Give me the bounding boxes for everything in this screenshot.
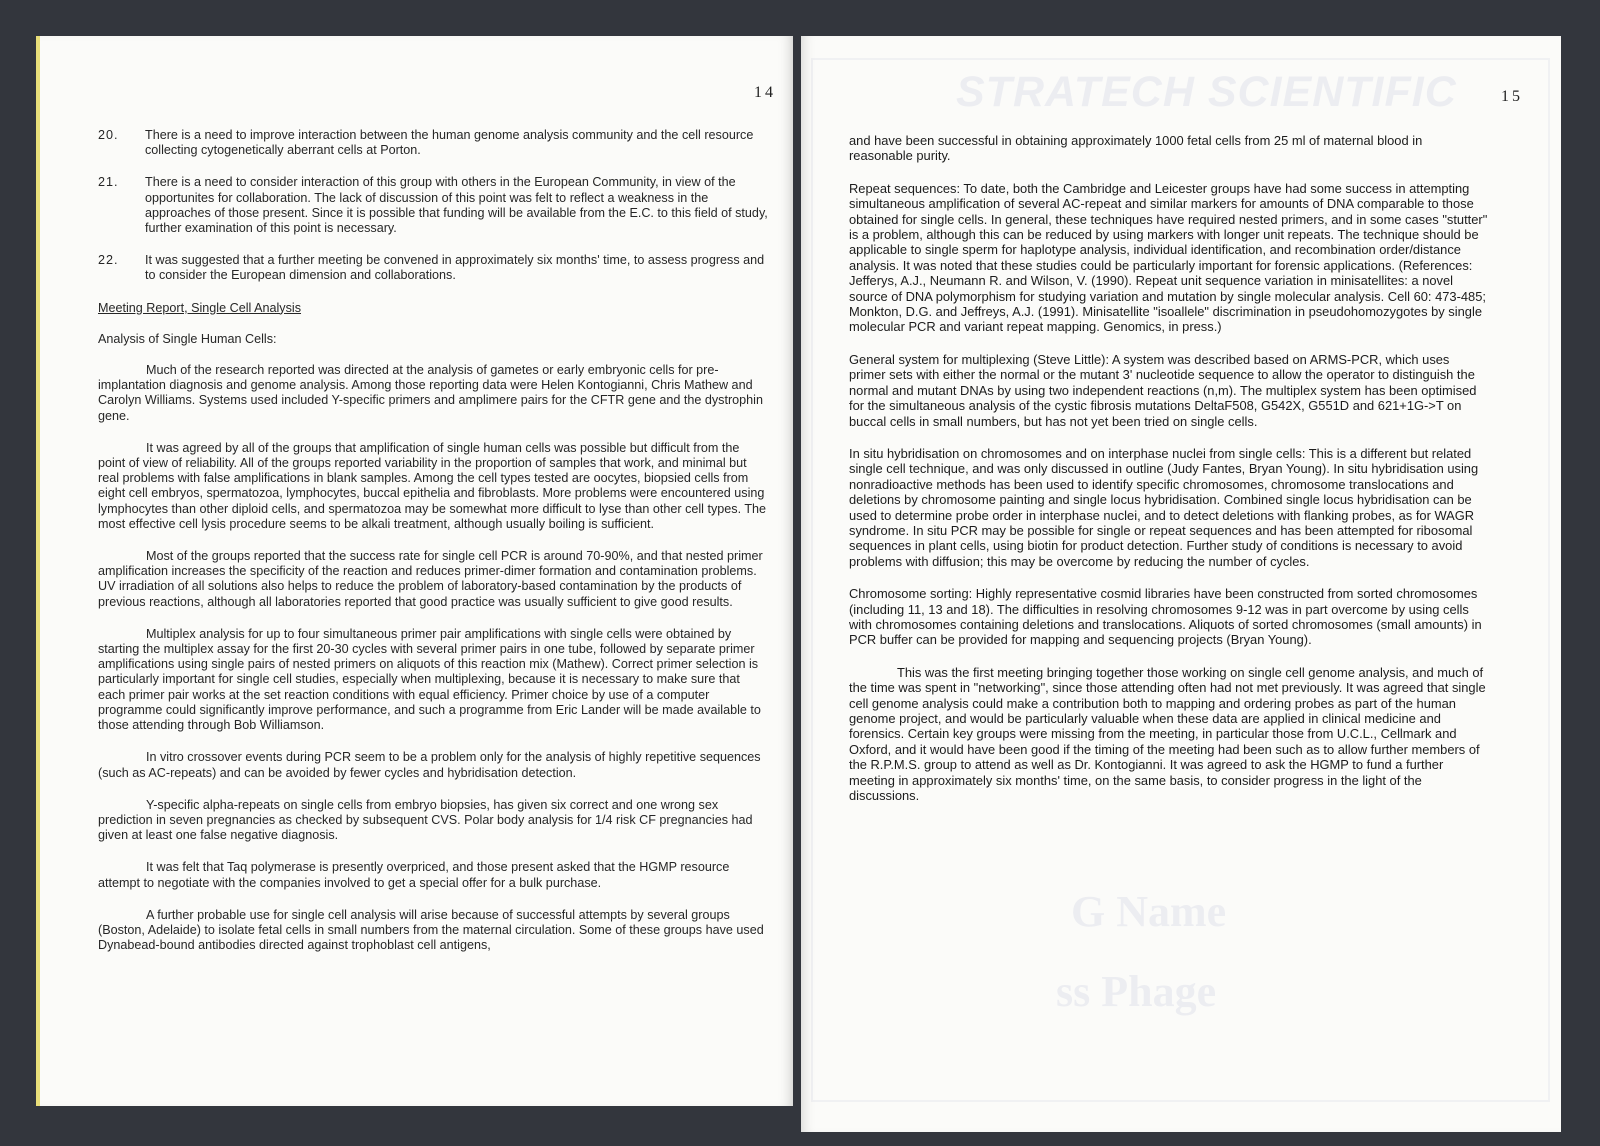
right-text-column [849,133,1489,820]
page-number: 15 [1501,88,1523,105]
paragraph: It was agreed by all of the groups that amplification of single human cells was possible but difficult from the point of view of reliability. All of the groups reported variability in the proportion of samples that work, and minimal but real problems with false amplifications in blank samples. Among the cell types tested are oocytes, biopsied cells from eight cell embryos, spermatozoa, lymphocytes, buccal epithelia and fibroblasts. More problems were encountered using lymphocytes than other diploid cells, and spermatozoa may be somewhat more difficult to lyse than other cell types. The most effective cell lysis procedure seems to be alkali treatment, although usually boiling is sufficient. [98,440,767,531]
item-number: 20. [98,128,119,142]
paragraph: This was the first meeting bringing together those working on single cell genome analysis, and much of the time was spent in "networking", since those attending often had not met previously. It was agreed that single cell genome analysis could make a contribution both to mapping and ordering probes as part of the human genome project, and would be particularly valuable when these data are applied in clinical medicine and forensics. Certain key groups were missing from the meeting, in particular those from U.C.L., Cellmark and Oxford, and it would have been good if the timing of the meeting had been such as to allow further members of the R.P.M.S. group to attend as well as Dr. Kontogianni. It was agreed to ask the HGMP to fund a further meeting in approximately six months' time, on the same basis, to consider progress in the light of the discussions. [849,664,1486,804]
paragraph: In situ hybridisation on chromosomes and on interphase nuclei from single cells: This is a different but related single cell technique, and was only discussed in outline (Judy Fantes, Bryan Young). In situ hybridisation using nonradioactive methods has been used to identify specific chromosomes, chromosome translocations and deletions by chromosome painting and single locus hybridisation. Combined single locus hybridisation can be used to determine probe order in interphase nuclei, and to detect deletions with flanking probes, as for WAGR syndrome. In situ PCR may be possible for single or repeat sequences and has been attempted for ribosomal sequences in plant cells, using biotin for product detection. Further study of conditions is necessary to avoid problems with diffusion; this may be overcome by reducing the number of cycles. [849,445,1479,569]
paragraph: Chromosome sorting: Highly representative cosmid libraries have been constructed from sorted chromosomes (including 11, 13 and 18). The difficulties in resolving chromosomes 9-12 was in part overcome by using cells with chromosomes containing deletions and translocations. Aliquots of sorted chromosomes (small amounts) in PCR buffer can be provided for mapping and sequencing projects (Bryan Young). [849,586,1482,648]
paragraph: It was felt that Taq polymerase is presently overpriced, and those present asked that the HGMP resource attempt to negotiate with the companies involved to get a special offer for a bulk purchase. [98,860,730,890]
paragraph: Y-specific alpha-repeats on single cells from embryo biopsies, has given six correct and one wrong sex prediction in seven pregnancies as checked by subsequent CVS. Polar body analysis for 1/4 risk CF pregnancies had given at least one false negative diagnosis. [98,797,753,843]
paragraph: In vitro crossover events during PCR seem to be a problem only for the analysis of highly repetitive sequences (such as AC-repeats) and can be avoided by fewer cycles and hybridisation detection. [98,750,761,780]
show-through-text: ss Phage [1056,967,1217,1016]
numbered-item [98,175,770,236]
paragraph: Most of the groups reported that the success rate for single cell PCR is around 70-90%, and that nested primer amplification increases the specificity of the reaction and reduces primer-dimer formation and contamination problems. UV irradiation of all solutions also helps to reduce the problem of laboratory-based contamination by the products of previous reactions, although all laboratories reported that good practice was usually sufficient to give good results. [98,549,763,609]
show-through-logo: STRATECH SCIENTIFIC [956,68,1457,116]
item-text: There is a need to consider interaction of this group with others in the European Community, in view of the opportunites for collaboration. The lack of discussion of this point was felt to reflect a weakness in the approaches of those present. Since it is possible that funding will be available from the E.C. to this field of study, further examination of this point is necessary. [145,175,768,236]
numbered-item [98,128,770,158]
report-heading: Meeting Report, Single Cell Analysis [98,300,302,315]
numbered-item [98,253,770,283]
paragraph: Much of the research reported was directed at the analysis of gametes or early embryonic cells for pre-implantation diagnosis and genome analysis. Among those reporting data were Helen Kontogianni, Chris Mathew and Carolyn Williams. Systems used included Y-specific primers and amplimere pairs for the CFTR gene and the dystrophin gene. [98,363,763,423]
paragraph: A further probable use for single cell analysis will arise because of successful attempts by several groups (Boston, Adelaide) to isolate fetal cells in small numbers from the maternal circulation. Some of these groups have used Dynabead-bound antibodies directed against trophoblast cell antigens, [98,907,764,953]
paragraph: General system for multiplexing (Steve Little): A system was described based on ARMS-PCR, which uses primer sets with either the normal or the mutant 3' nucleotide sequence to allow the operator to distinguish the normal and mutant DNAs by using two independent reactions (n,m). The multiplex system has been optimised for the simultaneous analysis of the cystic fibrosis mutations DeltaF508, G542X, G551D and 621+1G->T on buccal cells in small numbers, but has not yet been tried on single cells. [849,351,1477,429]
item-number: 22. [98,253,119,268]
item-number: 21. [98,175,119,190]
left-text-column [98,128,770,970]
paragraph: and have been successful in obtaining approximately 1000 fetal cells from 25 ml of maternal blood in reasonable purity. [849,133,1423,164]
item-text: There is a need to improve interaction between the human genome analysis community and the cell resource collecting cytogenetically aberrant cells at Porton. [145,128,754,158]
paragraph: Multiplex analysis for up to four simultaneous primer pair amplifications with single cells were obtained by starting the multiplex assay for the first 20-30 cycles with several primer pairs in one tube, followed by separate primer amplifications using single pairs of nested primers on aliquots of this reaction mix (Mathew). Correct primer selection is particularly important for single cell studies, especially when multiplexing, because it is necessary to make sure that each primer pair works at the set reaction conditions with equal efficiency. Primer choice by use of a computer programme could significantly improve performance, and such a programme from Eric Lander will be made available to those attending through Bob Williamson. [98,626,761,733]
section-subheading: Analysis of Single Human Cells: [98,331,277,346]
right-page [801,36,1561,1132]
item-text: It was suggested that a further meeting be convened in approximately six months' time, to assess progress and to consider the European dimension and collaborations. [145,253,765,283]
show-through-text: G Name [1071,887,1227,936]
page-number: 14 [754,84,776,101]
paragraph: Repeat sequences: To date, both the Cambridge and Leicester groups have had some success in attempting simultaneous amplification of several AC-repeat and similar markers for amounts of DNA comparable to those obtained for single cells. In general, these techniques have required nested primers, and in some cases "stutter" is a problem, although this can be reduced by using markers with longer unit repeats. The technique should be applicable to single sperm for haplotype analysis, individual identification, and recombination order/distance analysis. It was noted that these studies could be particularly important for forensic applications. (References: Jefferys, A.J., Neumann R. and Wilson, V. (1990). Repeat unit sequence variation in minisatellites: a novel source of DNA polymorphism for studying variation and mutation by single molecular analysis. Cell 60: 473-485; Monkton, D.G. and Jeffreys, A.J. (1991). Minisatellite "isoallele" discrimination in pseudohomozygotes by single molecular PCR and variant repeat mapping. Genomics, in press.) [849,180,1488,335]
left-page [36,36,793,1106]
